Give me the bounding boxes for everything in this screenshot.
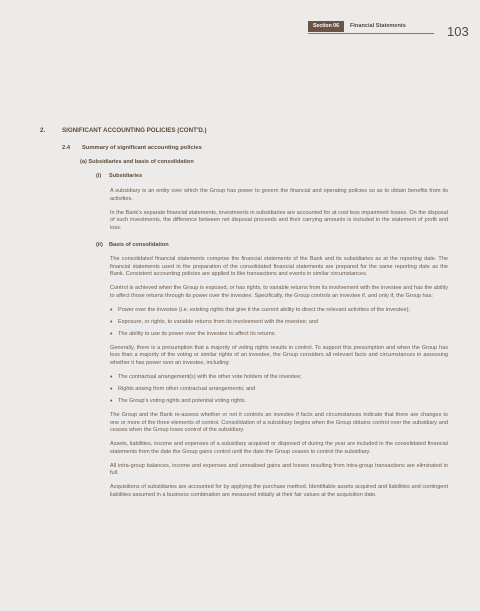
subsection-heading: [62, 145, 202, 151]
subsidiaries-body: [110, 188, 448, 233]
page-number: 103: [447, 24, 469, 39]
paragraph: All intra-group balances, income and expenses and unrealised gains and losses resulting from intra-group transactions are eliminated in full.: [110, 462, 448, 477]
list-item: • The contractual arrangement(s) with the other vote holders of the investee;: [110, 374, 448, 382]
paragraph: A subsidiary is an entity over which the Group has power to govern the financial and operating policies so as to obtain benefits from its activities.: [110, 188, 448, 202]
consolidation-heading: [96, 242, 169, 248]
paragraph: Control is achieved when the Group is exposed, or has rights, to variable returns from its involvement with the investee and has the ability to affect those returns through its power over the investee. Specifically, the Group controls an investee if, and only if, the Group has:: [110, 285, 448, 299]
subsidiaries-heading-number: (i): [96, 173, 102, 179]
list-item: • Exposure, or rights, to variable returns from its involvement with the investee; and: [110, 319, 448, 327]
consolidation-body: [110, 256, 448, 506]
list-item: • The Group's voting rights and potential voting rights.: [110, 398, 448, 406]
consolidation-heading-number: (ii): [96, 242, 103, 248]
paragraph: The consolidated financial statements comprise the financial statements of the Bank and its subsidiaries as at the reporting date. The financial statements used in the preparation of the consolidated financial statements are prepared for the same reporting date as the Bank. Consistent accounting policies are applied to like transactions and events in similar circumstances.: [110, 256, 448, 278]
paragraph: Acquisitions of subsidiaries are accounted for by applying the purchase method. Identifiable assets acquired and liabilities and contingent liabilities assumed in a business combination are measured initially at their fair values at the acquisition date.: [110, 484, 448, 498]
topic-heading: (a) Subsidiaries and basis of consolidation: [80, 159, 194, 165]
list-item: • The ability to use its power over the investee to affect its returns.: [110, 331, 448, 339]
consolidation-heading-text: Basis of consolidation: [109, 242, 169, 248]
subsection-heading-number: 2.4: [62, 145, 71, 151]
paragraph: The Group and the Bank re-assess whether or not it controls an investee if facts and circumstances indicate that there are changes to one or more of the three elements of control. Consolidation of a subsidiary begins when the Group obtains control over the subsidiary and ceases when the Group loses control of the subsidiary.: [110, 411, 448, 434]
list-item: • Rights arising from other contractual arrangements; and: [110, 386, 448, 394]
section-heading: [40, 127, 207, 134]
subsidiaries-heading: [96, 173, 142, 179]
power-factors-list: [110, 374, 448, 406]
paragraph: Generally, there is a presumption that a majority of voting rights results in control. To support this presumption and when the Group has less than a majority of the voting or similar rights of an investee, the Group considers all relevant facts and circumstances in assessing whether it has power over an investee, including:: [110, 344, 448, 367]
section-title: Financial Statements: [349, 23, 406, 29]
paragraph: Assets, liabilities, income and expenses of a subsidiary acquired or disposed of during the year are included in the consolidated financial statements from the date the Group gains control until the date the Group ceases to control the subsidiary.: [110, 441, 448, 455]
page-header: [308, 20, 406, 32]
header-divider: [308, 33, 434, 34]
paragraph: In the Bank's separate financial statements, investments in subsidiaries are accounted for at cost less impairment losses. On the disposal of such investments, the difference between net disposal proceeds and their carrying amounts is included in the statement of profit and loss.: [110, 209, 448, 231]
control-criteria-list: [110, 307, 448, 339]
subsection-heading-text: Summary of significant accounting policies: [82, 145, 202, 151]
section-badge: Section 06: [308, 21, 344, 32]
subsidiaries-heading-text: Subsidiaries: [109, 173, 143, 179]
list-item: • Power over the investee (i.e. existing rights that give it the current ability to direct the relevant activities of the investee);: [110, 307, 448, 315]
section-heading-number: 2.: [40, 127, 46, 134]
section-heading-text: SIGNIFICANT ACCOUNTING POLICIES (CONT'D.): [62, 127, 207, 134]
